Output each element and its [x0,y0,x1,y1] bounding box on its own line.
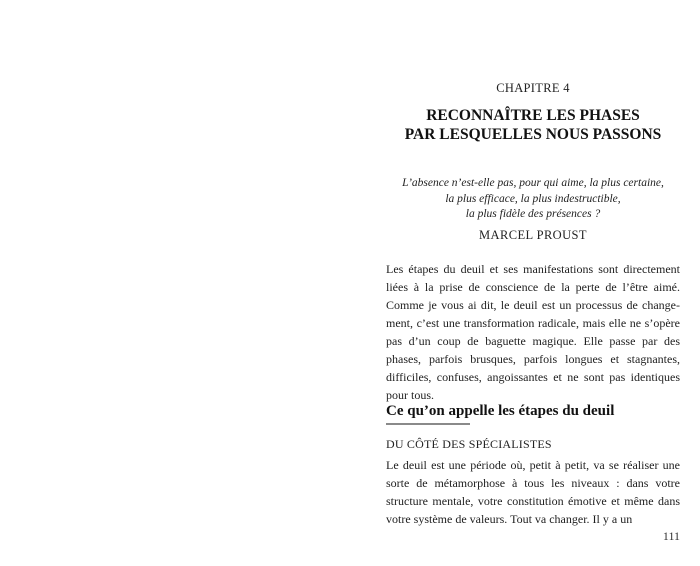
heading-underline-divider [386,423,470,425]
epigraph-author: MARCEL PROUST [479,228,587,242]
chapter-title-line-2: PAR LESQUELLES NOUS PASSONS [404,126,662,143]
page-number: 111 [662,529,680,543]
page-content [386,0,680,566]
epigraph-quote [386,176,680,223]
epigraph-line-1: L’absence n’est-elle pas, pour qui aime, la plus certaine, [402,177,664,189]
chapter-title-line-1: RECONNAÎTRE LES PHASES [426,107,640,124]
right-page [350,0,700,566]
chapter-title [386,106,680,144]
section-heading: Ce qu’on appelle les étapes du deuil [386,403,615,419]
subheading: DU CÔTÉ DES SPÉCIALISTES [386,437,552,451]
body-paragraph-1: Les étapes du deuil et ses manifestations sont directement liées à la prise de conscience de la perte de l’être aimé. Comme je vous ai dit, le deuil est un processus de changement, c’est une transformation radicale, mais elle ne s’opère pas d’un coup de baguette magique. Elle passe par des phases, parfois brusques, parfois longues et stagnantes, difficiles, confuses, angoissantes et ne sont pas identiques pour tous. [386,262,680,402]
epigraph-line-2: la plus efficace, la plus indestructible, [445,192,621,205]
body-paragraph-2: Le deuil est une période où, petit à petit, va se réaliser une sorte de métamorphose à tous les niveaux : dans votre structure mentale, votre constitution émotive et même dans votre système de valeurs. Tout va changer. Il y a un [386,458,680,526]
epigraph-line-3: la plus fidèle des présences ? [465,208,601,220]
chapter-label: CHAPITRE 4 [496,81,570,95]
